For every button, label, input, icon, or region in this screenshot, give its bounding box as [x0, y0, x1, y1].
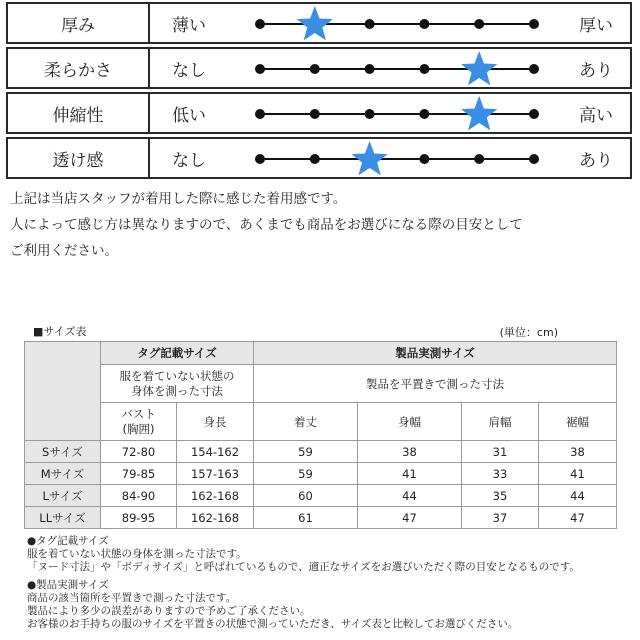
scale-dot	[474, 19, 484, 29]
hem-value: 38	[539, 441, 617, 463]
scale-dot	[474, 154, 484, 164]
feel-high-label: 高い	[579, 105, 613, 126]
footnote-measured-line-2: 製品により多少の誤差がありますので予めご了承ください。	[27, 605, 311, 617]
hem-value: 41	[539, 463, 617, 485]
width-value: 38	[358, 441, 462, 463]
scale-dot	[529, 19, 539, 29]
measured-desc: 製品を平置きで測った寸法	[254, 365, 617, 403]
size-table-desc-row	[25, 365, 617, 403]
footnote-measured-line-3: お客様のお手持ちの服のサイズを平置きの状態で測っていただき、サイズ表と比較してお選びください。	[27, 618, 519, 630]
height-value: 157-163	[177, 463, 254, 485]
scale-dot	[529, 154, 539, 164]
feel-high-label: あり	[579, 60, 613, 81]
size-name: Sサイズ	[25, 441, 101, 463]
width-value: 44	[358, 485, 462, 507]
feel-low-label: なし	[172, 60, 206, 81]
scale-dot	[365, 109, 375, 119]
feel-label: 伸縮性	[8, 94, 150, 132]
feel-row-softness	[6, 47, 632, 89]
col-width: 身幅	[358, 403, 462, 441]
footnote-tag-line-1: 服を着ていない状態の身体を測った寸法です。	[27, 548, 247, 560]
feel-label: 柔らかさ	[8, 49, 150, 87]
star-icon	[461, 51, 497, 85]
star-icon	[297, 6, 333, 40]
shoulder-value: 35	[462, 485, 539, 507]
footnote-measured-line-1: 商品の該当箇所を平置きで測った寸法です。	[27, 592, 237, 604]
width-value: 47	[358, 507, 462, 529]
hem-value: 47	[539, 507, 617, 529]
size-name: Mサイズ	[25, 463, 101, 485]
col-bust-sub: (胸囲)	[122, 421, 155, 436]
scale-dot	[310, 64, 320, 74]
scale-dot	[419, 64, 429, 74]
feel-low-label: なし	[172, 150, 206, 171]
note-line-2: 人によって感じ方は異なりますので、あくまでも商品をお選びになる際の目安として	[10, 217, 523, 233]
feel-scale	[8, 4, 634, 46]
feel-row-stretch	[6, 92, 632, 134]
tag-desc	[101, 365, 254, 403]
scale-dot	[419, 19, 429, 29]
col-length: 着丈	[254, 403, 358, 441]
scale-dot	[365, 64, 375, 74]
feel-scale	[8, 94, 634, 136]
scale-dot	[529, 109, 539, 119]
size-table-column-row	[25, 403, 617, 441]
feel-label: 透け感	[8, 139, 150, 177]
feel-table	[6, 2, 632, 182]
feel-label: 厚み	[8, 4, 150, 42]
feel-row-sheerness	[6, 137, 632, 179]
scale-dot	[310, 154, 320, 164]
scale-dot	[310, 109, 320, 119]
bust-value: 84-90	[101, 485, 177, 507]
feel-scale	[8, 49, 634, 91]
footnote-measured-title: ●製品実測サイズ	[27, 579, 109, 591]
shoulder-value: 31	[462, 441, 539, 463]
length-value: 59	[254, 463, 358, 485]
feel-high-label: あり	[579, 150, 613, 171]
note-line-3: ご利用ください。	[10, 243, 118, 259]
size-table-group-header	[25, 342, 617, 365]
scale-dot	[255, 64, 265, 74]
header-blank	[25, 342, 101, 441]
note-line-1: 上記は当店スタッフが着用した際に感じた着用感です。	[10, 191, 347, 207]
col-bust-label: バスト	[121, 406, 156, 421]
star-icon	[352, 141, 388, 175]
bust-value: 79-85	[101, 463, 177, 485]
footnote-tag-title: ●タグ記載サイズ	[27, 535, 109, 547]
scale-dot	[365, 19, 375, 29]
size-name: LLサイズ	[25, 507, 101, 529]
col-bust	[101, 403, 177, 441]
height-value: 154-162	[177, 441, 254, 463]
col-height: 身長	[177, 403, 254, 441]
tag-desc-text: 服を着ていない状態の身体を測った寸法	[119, 368, 235, 398]
footnote-tag-line-2: 「ヌード寸法」や「ボディサイズ」と呼ばれているもので、適正なサイズをお選びいただく際の目安となるものです。	[27, 561, 580, 573]
height-value: 162-168	[177, 507, 254, 529]
feel-low-label: 薄い	[172, 15, 206, 36]
table-row	[25, 441, 617, 463]
scale-dot	[255, 109, 265, 119]
bust-value: 72-80	[101, 441, 177, 463]
hem-value: 44	[539, 485, 617, 507]
bust-value: 89-95	[101, 507, 177, 529]
feel-scale	[8, 139, 634, 181]
group-measured-header: 製品実測サイズ	[254, 342, 617, 365]
table-row	[25, 507, 617, 529]
size-name: Lサイズ	[25, 485, 101, 507]
feel-low-label: 低い	[172, 105, 206, 126]
star-icon	[461, 96, 497, 130]
col-shoulder: 肩幅	[462, 403, 539, 441]
length-value: 60	[254, 485, 358, 507]
scale-dot	[255, 154, 265, 164]
size-chart-title: ■サイズ表	[33, 325, 87, 338]
table-row	[25, 485, 617, 507]
feel-high-label: 厚い	[579, 15, 613, 36]
scale-dot	[419, 154, 429, 164]
shoulder-value: 37	[462, 507, 539, 529]
size-chart-unit: (単位：cm)	[499, 326, 558, 339]
length-value: 61	[254, 507, 358, 529]
col-hem: 裾幅	[539, 403, 617, 441]
length-value: 59	[254, 441, 358, 463]
table-row	[25, 463, 617, 485]
size-table	[24, 341, 617, 529]
group-tag-header: タグ記載サイズ	[101, 342, 254, 365]
scale-dot	[529, 64, 539, 74]
scale-dot	[255, 19, 265, 29]
height-value: 162-168	[177, 485, 254, 507]
shoulder-value: 33	[462, 463, 539, 485]
feel-row-thickness	[6, 2, 632, 44]
width-value: 41	[358, 463, 462, 485]
scale-dot	[419, 109, 429, 119]
